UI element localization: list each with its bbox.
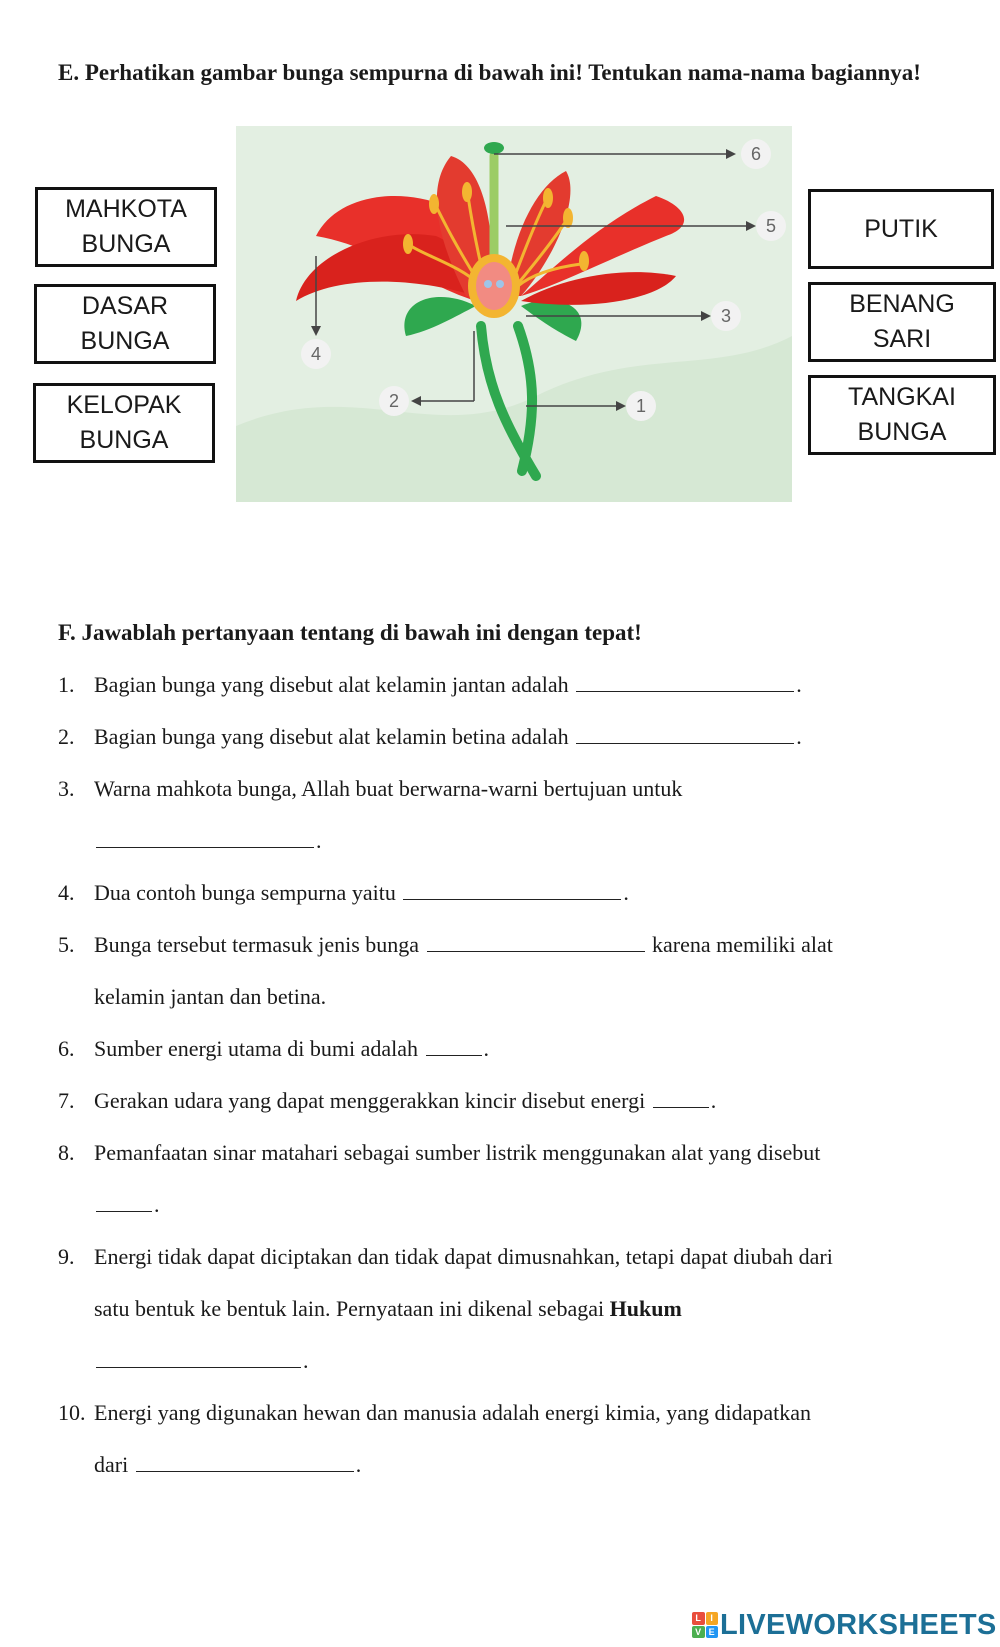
punctuation: . [154, 1192, 160, 1217]
bold-term: Hukum [609, 1296, 682, 1321]
question-number: 2. [58, 724, 75, 749]
label-text: BENANG SARI [849, 290, 955, 353]
answer-blank-2[interactable] [576, 723, 794, 744]
answer-blank-4[interactable] [403, 879, 621, 900]
answer-blank-6[interactable] [426, 1035, 482, 1056]
punctuation: . [623, 880, 629, 905]
question-text: Bagian bunga yang disebut alat kelamin betina adalah [94, 724, 569, 749]
question-text: Energi yang digunakan hewan dan manusia adalah energi kimia, yang didapatkan [94, 1400, 812, 1425]
question-number: 4. [58, 880, 75, 905]
question-text-line2: kelamin jantan dan betina. [94, 984, 327, 1009]
answer-blank-9[interactable] [96, 1347, 301, 1368]
punctuation: . [710, 1088, 717, 1113]
label-box-tangkai[interactable] [808, 375, 996, 455]
punctuation: . [796, 672, 802, 697]
label-box-putik[interactable] [808, 189, 994, 269]
question-number: 6. [58, 1036, 75, 1061]
ovary [476, 262, 512, 310]
punctuation: . [316, 828, 322, 853]
punctuation: . [355, 1452, 362, 1477]
answer-blank-5[interactable] [427, 931, 645, 952]
answer-blank-3[interactable] [96, 827, 314, 848]
figure-number-2: 2 [388, 391, 400, 411]
figure-number-3: 3 [720, 306, 732, 326]
question-number: 7. [58, 1088, 75, 1113]
question-text: Bunga tersebut termasuk jenis bunga [94, 932, 420, 957]
figure-number-5: 5 [765, 216, 777, 236]
question-text: Warna mahkota bunga, Allah buat berwarna-warni bertujuan untuk [94, 776, 683, 801]
label-text: TANGKAI BUNGA [848, 383, 956, 446]
flower-diagram [236, 126, 792, 502]
question-text: Sumber energi utama di bumi adalah [94, 1036, 419, 1061]
answer-blank-10[interactable] [136, 1451, 354, 1472]
punctuation: . [483, 1036, 490, 1061]
liveworksheets-logo[interactable] [692, 1607, 997, 1643]
label-box-mahkota[interactable] [35, 187, 217, 267]
label-text: KELOPAK BUNGA [66, 391, 182, 454]
answer-blank-7[interactable] [653, 1087, 709, 1108]
question-number: 10. [58, 1400, 86, 1425]
figure-number-1: 1 [635, 396, 647, 416]
section-f-title: F. Jawablah pertanyaan tentang di bawah ini dengan tepat! [58, 620, 642, 645]
pistil-stigma [484, 142, 504, 154]
liveworksheets-mark-icon: L I V E [692, 1612, 718, 1638]
question-number: 9. [58, 1244, 75, 1269]
question-text-line2: satu bentuk ke bentuk lain. Pernyataan ini dikenal sebagai [94, 1296, 605, 1321]
question-number: 5. [58, 932, 75, 957]
question-number: 3. [58, 776, 75, 801]
figure-number-6: 6 [750, 144, 762, 164]
question-text-cont: karena memiliki alat [652, 932, 833, 957]
answer-blank-1[interactable] [576, 671, 794, 692]
question-text: Gerakan udara yang dapat menggerakkan kincir disebut energi [94, 1088, 646, 1113]
label-text: PUTIK [864, 214, 938, 243]
question-text: Energi tidak dapat diciptakan dan tidak dapat dimusnahkan, tetapi dapat diubah dari [94, 1244, 833, 1269]
section-e-title: E. Perhatikan gambar bunga sempurna di bawah ini! Tentukan nama-nama bagiannya! [58, 60, 921, 85]
punctuation: . [303, 1348, 309, 1373]
label-box-benang-sari[interactable] [808, 282, 996, 362]
logo-text: LIVEWORKSHEETS [720, 1608, 997, 1641]
question-text: Bagian bunga yang disebut alat kelamin jantan adalah [94, 672, 569, 697]
label-text: DASAR BUNGA [80, 292, 170, 355]
question-text-line2: dari [94, 1452, 129, 1477]
answer-blank-8[interactable] [96, 1191, 152, 1212]
label-box-kelopak[interactable] [33, 383, 215, 463]
punctuation: . [796, 724, 802, 749]
label-text: MAHKOTA BUNGA [65, 195, 187, 258]
question-number: 1. [58, 672, 75, 697]
question-number: 8. [58, 1140, 75, 1165]
label-box-dasar[interactable] [34, 284, 216, 364]
question-text: Pemanfaatan sinar matahari sebagai sumber listrik menggunakan alat yang disebut [94, 1140, 821, 1165]
question-text: Dua contoh bunga sempurna yaitu [94, 880, 396, 905]
figure-number-4: 4 [310, 344, 322, 364]
